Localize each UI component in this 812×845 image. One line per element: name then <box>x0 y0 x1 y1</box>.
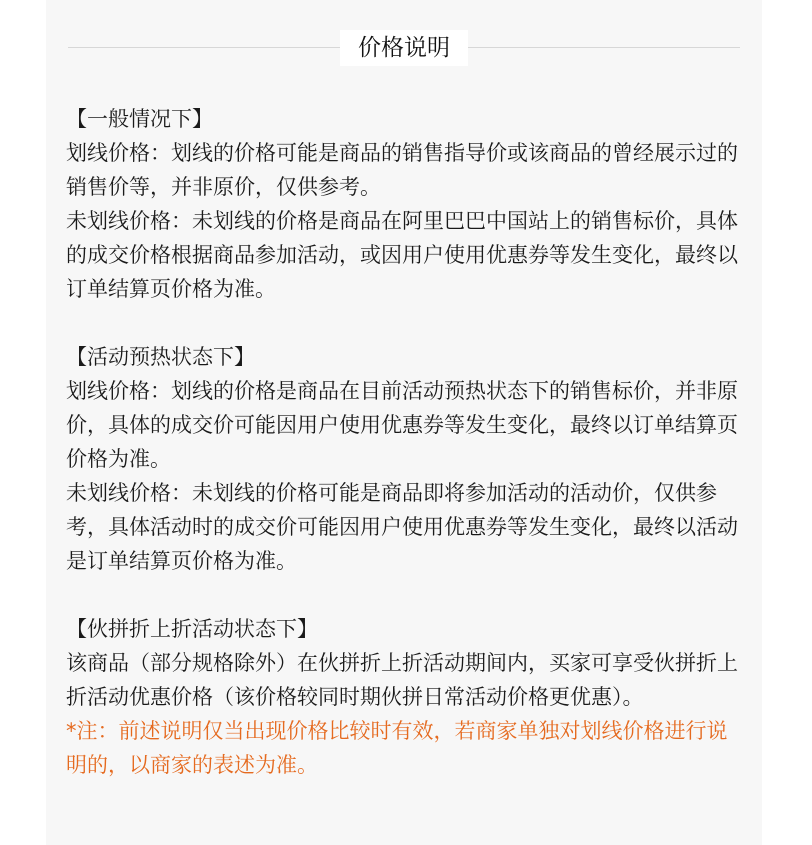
group-discount-heading: 【伙拼折上折活动状态下】 <box>66 617 318 641</box>
preheat-section <box>66 340 742 578</box>
general-heading: 【一般情况下】 <box>66 107 213 131</box>
group-discount-text: 该商品（部分规格除外）在伙拼折上折活动期间内，买家可享受伙拼折上折活动优惠价格（该价格较同时期伙拼日常活动价格更优惠）。 <box>66 651 738 709</box>
general-uncrossed-price-text: 未划线价格：未划线的价格是商品在阿里巴巴中国站上的销售标价，具体的成交价格根据商品参加活动，或因用户使用优惠券等发生变化，最终以订单结算页价格为准。 <box>66 209 738 301</box>
general-section <box>66 102 742 306</box>
title-row <box>68 30 740 66</box>
page-title: 价格说明 <box>340 30 468 66</box>
price-note: *注：前述说明仅当出现价格比较时有效，若商家单独对划线价格进行说明的，以商家的表述为准。 <box>66 719 728 777</box>
general-crossed-price-text: 划线价格：划线的价格可能是商品的销售指导价或该商品的曾经展示过的销售价等，并非原价，仅供参考。 <box>66 141 738 199</box>
preheat-crossed-price-text: 划线价格：划线的价格是商品在目前活动预热状态下的销售标价，并非原价，具体的成交价可能因用户使用优惠券等发生变化，最终以订单结算页价格为准。 <box>66 379 738 471</box>
preheat-uncrossed-price-text: 未划线价格：未划线的价格可能是商品即将参加活动的活动价，仅供参考，具体活动时的成交价可能因用户使用优惠券等发生变化，最终以活动是订单结算页价格为准。 <box>66 481 738 573</box>
content-area <box>66 102 742 782</box>
group-discount-section <box>66 612 742 782</box>
price-description-panel <box>46 0 762 845</box>
preheat-heading: 【活动预热状态下】 <box>66 345 255 369</box>
